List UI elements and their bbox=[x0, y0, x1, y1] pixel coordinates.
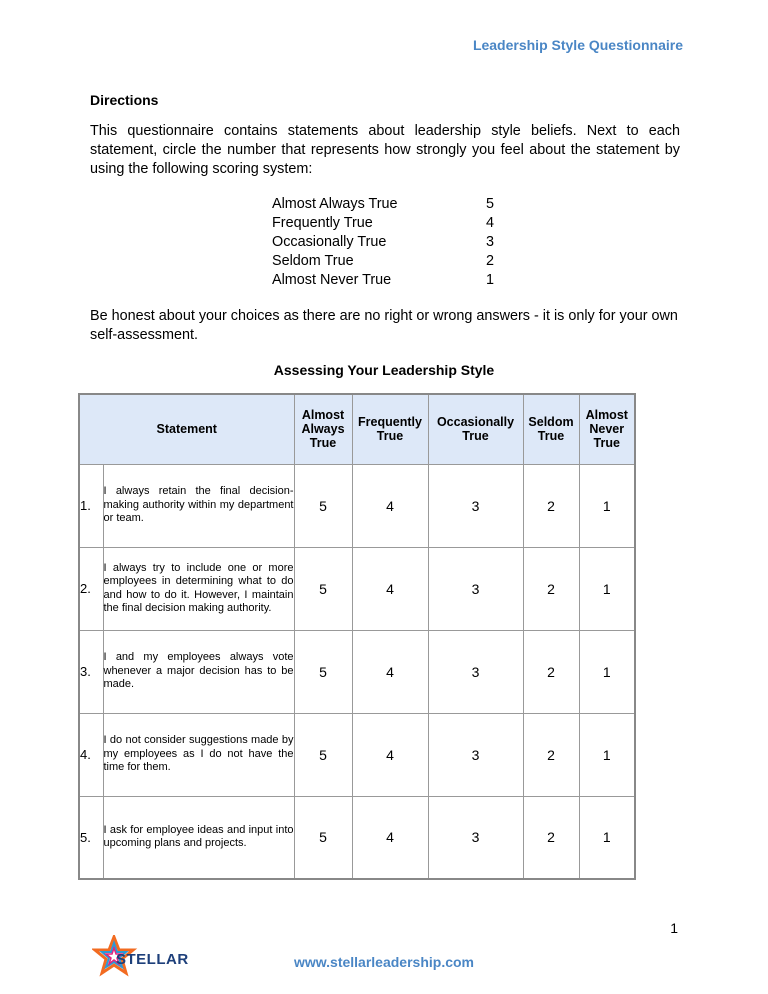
rating-option-5[interactable]: 5 bbox=[294, 713, 352, 796]
row-number: 4. bbox=[79, 713, 103, 796]
rating-option-5[interactable]: 5 bbox=[294, 630, 352, 713]
statement-text: I ask for employee ideas and input into upcoming plans and projects. bbox=[103, 796, 294, 879]
logo-wordmark: STELLAR bbox=[116, 951, 189, 968]
rating-option-5[interactable]: 5 bbox=[294, 464, 352, 547]
statement-text: I do not consider suggestions made by my employees as I do not have the time for them. bbox=[103, 713, 294, 796]
rating-option-3[interactable]: 3 bbox=[428, 713, 523, 796]
row-number: 2. bbox=[79, 547, 103, 630]
option-header-seldom: Seldom True bbox=[523, 394, 579, 464]
rating-option-2[interactable]: 2 bbox=[523, 464, 579, 547]
rating-option-2[interactable]: 2 bbox=[523, 713, 579, 796]
scale-row bbox=[272, 271, 494, 290]
rating-option-3[interactable]: 3 bbox=[428, 796, 523, 879]
scale-label: Almost Never True bbox=[272, 272, 392, 288]
page-number: 1 bbox=[670, 920, 678, 936]
statement-text: I and my employees always vote whenever a major decision has to be made. bbox=[103, 630, 294, 713]
statement-text: I always retain the final decision-making authority within my department or team. bbox=[103, 464, 294, 547]
row-number: 5. bbox=[79, 796, 103, 879]
rating-option-4[interactable]: 4 bbox=[352, 713, 428, 796]
table-title: Assessing Your Leadership Style bbox=[273, 362, 495, 378]
scale-label: Seldom True bbox=[272, 253, 354, 269]
rating-option-5[interactable]: 5 bbox=[294, 547, 352, 630]
statement-row bbox=[79, 630, 635, 713]
statement-row bbox=[79, 713, 635, 796]
rating-option-4[interactable]: 4 bbox=[352, 630, 428, 713]
scale-value: 4 bbox=[485, 215, 494, 231]
scale-label: Frequently True bbox=[272, 215, 373, 231]
rating-option-5[interactable]: 5 bbox=[294, 796, 352, 879]
rating-option-2[interactable]: 2 bbox=[523, 796, 579, 879]
rating-option-2[interactable]: 2 bbox=[523, 630, 579, 713]
directions-body: This questionnaire contains statements about leadership style beliefs. Next to each statement, circle the number that represents how strongly you feel about the statement by using the following scoring system: bbox=[90, 123, 680, 177]
table-header-row bbox=[79, 394, 635, 464]
rating-option-1[interactable]: 1 bbox=[579, 796, 635, 879]
scale-value: 1 bbox=[485, 272, 494, 288]
scale-value: 2 bbox=[485, 253, 494, 269]
row-number: 3. bbox=[79, 630, 103, 713]
rating-option-3[interactable]: 3 bbox=[428, 547, 523, 630]
footer-website-link[interactable]: www.stellarleadership.com bbox=[294, 954, 474, 970]
scale-row bbox=[272, 195, 494, 214]
row-number: 1. bbox=[79, 464, 103, 547]
option-header-almost-always: Almost Always True bbox=[294, 394, 352, 464]
statement-row bbox=[79, 464, 635, 547]
rating-option-3[interactable]: 3 bbox=[428, 464, 523, 547]
statement-column-header: Statement bbox=[79, 394, 294, 464]
option-header-almost-never: Almost Never True bbox=[579, 394, 635, 464]
scale-value: 5 bbox=[485, 196, 494, 212]
statement-row bbox=[79, 547, 635, 630]
scale-value: 3 bbox=[485, 234, 494, 250]
rating-option-1[interactable]: 1 bbox=[579, 713, 635, 796]
rating-option-4[interactable]: 4 bbox=[352, 796, 428, 879]
scoring-scale bbox=[272, 195, 494, 290]
rating-option-1[interactable]: 1 bbox=[579, 630, 635, 713]
scale-row bbox=[272, 252, 494, 271]
rating-option-1[interactable]: 1 bbox=[579, 547, 635, 630]
scale-label: Occasionally True bbox=[272, 234, 387, 250]
statement-text: I always try to include one or more employees in determining what to do and how to do it. However, I maintain the final decision making authority. bbox=[103, 547, 294, 630]
rating-option-1[interactable]: 1 bbox=[579, 464, 635, 547]
option-header-occasionally: Occasionally True bbox=[428, 394, 523, 464]
rating-option-2[interactable]: 2 bbox=[523, 547, 579, 630]
rating-option-4[interactable]: 4 bbox=[352, 547, 428, 630]
option-header-frequently: Frequently True bbox=[352, 394, 428, 464]
statement-row bbox=[79, 796, 635, 879]
scale-row bbox=[272, 233, 494, 252]
scale-row bbox=[272, 214, 494, 233]
leadership-questionnaire-table bbox=[78, 393, 636, 880]
honesty-note: Be honest about your choices as there are no right or wrong answers - it is only for your own self-assessment. bbox=[90, 308, 678, 343]
scale-label: Almost Always True bbox=[272, 196, 398, 212]
directions-heading: Directions bbox=[90, 92, 159, 108]
rating-option-3[interactable]: 3 bbox=[428, 630, 523, 713]
document-header-title: Leadership Style Questionnaire bbox=[472, 37, 683, 53]
rating-option-4[interactable]: 4 bbox=[352, 464, 428, 547]
